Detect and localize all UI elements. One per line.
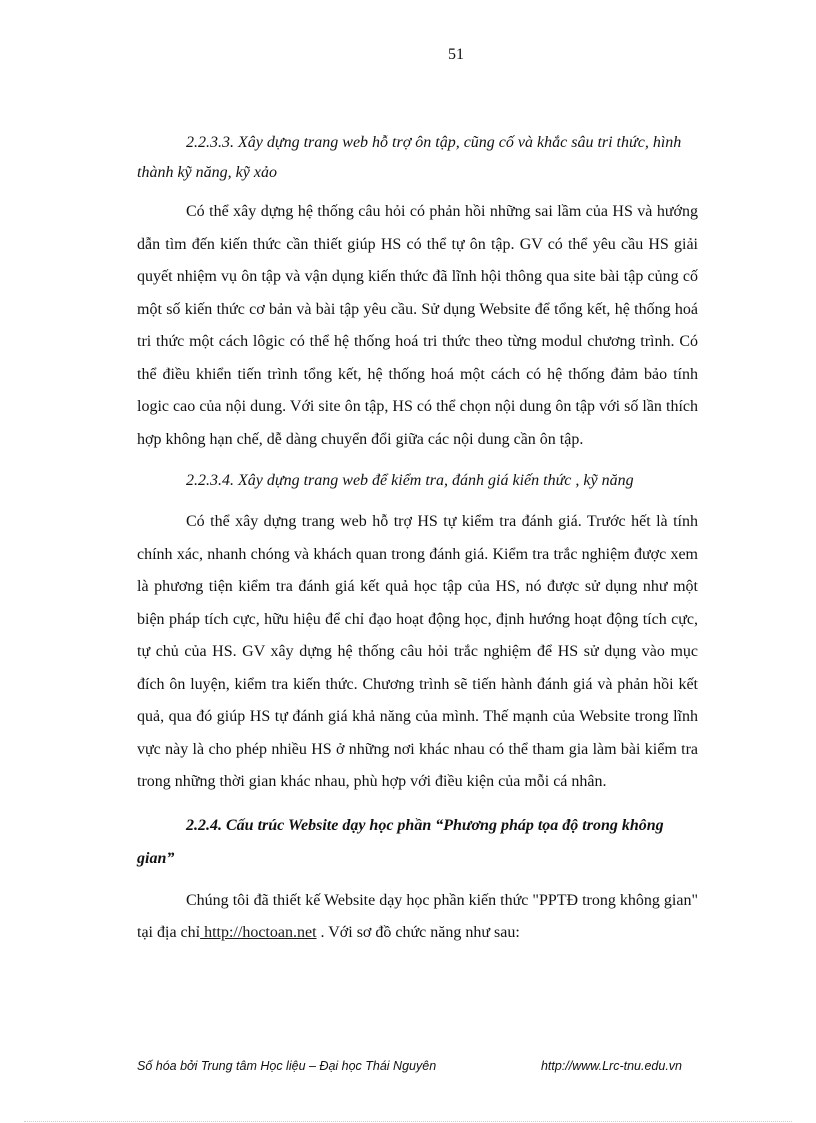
page-footer (137, 1059, 682, 1073)
section-heading-2-2-4: 2.2.4. Cấu trúc Website dạy học phần “Phương pháp tọa độ trong không gian” (137, 816, 664, 867)
paragraph-text-after-link: . Với sơ đồ chức năng như sau: (316, 924, 520, 941)
section-paragraph-2-2-4 (137, 885, 698, 950)
footer-url: http://www.Lrc-tnu.edu.vn (540, 1059, 682, 1073)
section-heading-2-2-3-3: 2.2.3.3. Xây dựng trang web hỗ trợ ôn tập, cũng cố và khắc sâu tri thức, hình thành kỹ năng, kỹ xảo (137, 134, 682, 181)
section-paragraph-2-2-3-4: Có thể xây dựng trang web hỗ trợ HS tự kiểm tra đánh giá. Trước hết là tính chính xác, nhanh chóng và khách quan trong đánh giá. Kiểm tra trắc nghiệm được xem là phương tiện kiểm tra đánh giá kết quả học tập của HS, nó được sử dụng như một biện pháp tích cực, hữu hiệu để chỉ đạo hoạt động học, định hướng hoạt động tích cực, tự chủ của HS. GV xây dựng hệ thống câu hỏi trắc nghiệm để HS sử dụng vào mục đích ôn luyện, kiểm tra kiến thức. Chương trình sẽ tiến hành đánh giá và phản hồi kết quả, qua đó giúp HS tự đánh giá khả năng của mình. Thế mạnh của Website trong lĩnh vực này là cho phép nhiều HS ở những nơi khác nhau có thể tham gia làm bài kiểm tra trong những thời gian khác nhau, phù hợp với điều kiện của mỗi cá nhân. (137, 513, 698, 790)
section-heading-2-2-3-4: 2.2.3.4. Xây dựng trang web để kiểm tra, đánh giá kiến thức , kỹ năng (186, 472, 634, 489)
page-number: 51 (448, 46, 464, 63)
section-paragraph-2-2-3-3: Có thể xây dựng hệ thống câu hỏi có phản hồi những sai lầm của HS và hướng dẫn tìm đến kiến thức cần thiết giúp HS có thể tự ôn tập. GV có thể yêu cầu HS giải quyết nhiệm vụ ôn tập và vận dụng kiến thức đã lĩnh hội thông qua site bài tập củng cố một số kiến thức cơ bản và bài tập yêu cầu. Sử dụng Website để tổng kết, hệ thống hoá tri thức một cách lôgic có thể hệ thống hoá tri thức theo từng modul chương trình. Có thể điều khiển tiến trình tổng kết, hệ thống hoá một cách có hệ thống đảm bảo tính logic cao của nội dung. Với site ôn tập, HS có thể chọn nội dung ôn tập với số lần thích hợp không hạn chế, dễ dàng chuyển đổi giữa các nội dung cần ôn tập. (137, 203, 698, 448)
website-link[interactable]: http://hoctoan.net (200, 924, 317, 941)
document-body (137, 128, 698, 950)
paragraph-text-before-link: Chúng tôi đã thiết kế Website dạy học phần kiến thức "PPTĐ trong không gian" tại địa chỉ (137, 891, 698, 941)
page-edge-divider (24, 1121, 792, 1122)
footer-source: Số hóa bởi Trung tâm Học liệu – Đại học Thái Nguyên (137, 1059, 437, 1073)
